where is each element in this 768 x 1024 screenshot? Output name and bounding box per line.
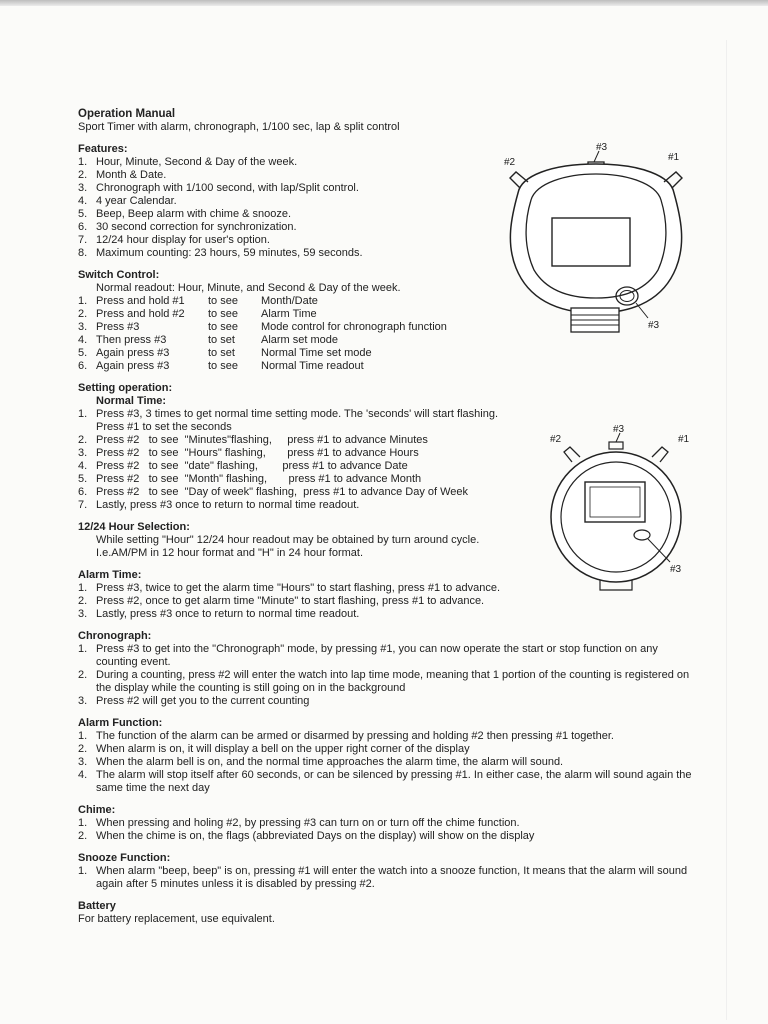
button-1-shape [652,447,668,462]
item-text: The function of the alarm can be armed or disarmed by pressing and holding #2 then pressing #1 together. [96,730,614,742]
item-number: 6. [78,486,88,498]
row-result: Mode control for chronograph function [261,321,447,333]
table-row [78,347,698,360]
features-heading: Features: [78,143,128,155]
label-button-2: #2 [504,157,516,168]
item-text: 12/24 hour display for user's option. [96,234,270,246]
button-3-top-shape [609,442,623,449]
item-number: 1. [78,730,88,742]
row-verb: to see [208,295,238,307]
row-result: Alarm Time [261,308,317,320]
label-button-1: #1 [678,434,690,445]
item-text: Press #3, 3 times to get normal time setting mode. The 'seconds' will start flashing. [96,408,499,420]
item-text: 4 year Calendar. [96,195,177,207]
item-text: 30 second correction for synchronization. [96,221,297,233]
item-number: 3. [78,447,88,459]
item-number: 2. [78,308,88,320]
row-result: Alarm set mode [261,334,339,346]
item-number: 3. [78,756,88,768]
list-item [78,756,698,769]
item-number: 2. [78,434,88,446]
item-number: 4. [78,195,88,207]
pointer-line [636,303,648,318]
snooze-section [78,852,698,891]
item-text: Month & Date. [96,169,167,181]
chronograph-heading: Chronograph: [78,630,152,642]
chime-section [78,804,698,843]
switch-control-heading: Switch Control: [78,269,160,281]
item-number: 7. [78,234,88,246]
battery-text: For battery replacement, use equivalent. [78,913,275,925]
item-number: 2. [78,169,88,181]
item-text: The alarm will stop itself after 60 seconds, or can be silenced by pressing #1. In either case, the alarm will sound again the same time the next day [96,769,692,794]
item-number: 3. [78,695,88,707]
item-number: 2. [78,830,88,842]
item-text: Hour, Minute, Second & Day of the week. [96,156,298,168]
label-button-3-side: #3 [648,320,660,331]
row-result: Month/Date [261,295,318,307]
item-text: Maximum counting: 23 hours, 59 minutes, 59 seconds. [96,247,363,259]
label-button-3-top: #3 [596,142,608,153]
item-text: Press #2 to see "Month" flashing, press #1 to advance Month [96,473,422,485]
list-item [78,669,698,695]
item-text: Chronograph with 1/100 second, with lap/Split control. [96,182,359,194]
row-action: Again press #3 [96,347,170,359]
row-action: Press #3 [96,321,140,333]
list-item [78,608,698,621]
item-number: 1. [78,643,88,655]
normal-time-heading: Normal Time: [96,395,167,407]
item-text: When alarm "beep, beep" is on, pressing #1 will enter the watch into a snooze function, It means that the alarm will sound again after 5 minutes unless it is disabled by pressing #2. [96,865,688,890]
item-number: 1. [78,817,88,829]
table-row [78,360,698,373]
item-number: 5. [78,208,88,220]
list-item [78,817,698,830]
row-result: Normal Time set mode [261,347,372,359]
switch-control-intro: Normal readout: Hour, Minute, and Second & Day of the week. [96,282,401,294]
item-text: Press #2 to see "Hours" flashing, press #1 to advance Hours [96,447,419,459]
row-verb: to see [208,321,238,333]
row-verb: to see [208,308,238,320]
item-text: Press #2 to see "Minutes"flashing, press #1 to advance Minutes [96,434,428,446]
item-number: 3. [78,182,88,194]
label-button-3-top: #3 [613,424,625,435]
battery-section [78,900,698,926]
scan-top-edge [0,0,768,6]
list-item [78,695,698,708]
item-number: 3. [78,608,88,620]
list-item [78,743,698,756]
row-action: Press and hold #2 [96,308,185,320]
hour-selection-heading: 12/24 Hour Selection: [78,521,190,533]
chime-heading: Chime: [78,804,116,816]
item-number: 2. [78,669,88,681]
item-number: 5. [78,473,88,485]
row-action: Again press #3 [96,360,170,372]
item-number: 2. [78,595,88,607]
setting-heading: Setting operation: [78,382,173,394]
item-text: When pressing and holing #2, by pressing #3 can turn on or turn off the chime function. [96,817,520,829]
item-text: Beep, Beep alarm with chime & snooze. [96,208,292,220]
hour-selection-line: I.e.AM/PM in 12 hour format and "H" in 24 hour format. [96,547,364,559]
item-number: 6. [78,360,88,372]
item-text: Lastly, press #3 once to return to normal time readout. [96,608,360,620]
doc-subtitle: Sport Timer with alarm, chronograph, 1/100 sec, lap & split control [78,121,400,133]
item-number: 3. [78,321,88,333]
list-item [78,643,698,669]
stopwatch-diagram-1 [496,138,706,343]
item-number: 5. [78,347,88,359]
snooze-heading: Snooze Function: [78,852,171,864]
row-action: Then press #3 [96,334,167,346]
item-number: 6. [78,221,88,233]
list-item [78,865,698,891]
list-item [78,730,698,743]
item-number: 1. [78,156,88,168]
item-number: 2. [78,743,88,755]
row-verb: to set [208,334,235,346]
item-text: Press #3, twice to get the alarm time "Hours" to start flashing, press #1 to advance. [96,582,500,594]
label-button-2: #2 [550,434,562,445]
item-text: Press #2 will get you to the current counting [96,695,310,707]
chronograph-section [78,630,698,708]
row-result: Normal Time readout [261,360,364,372]
alarm-function-section [78,717,698,795]
item-text: When the chime is on, the flags (abbreviated Days on the display) will show on the display [96,830,535,842]
scan-margin-line [726,40,727,1020]
button-2-shape [564,447,580,462]
list-item [78,830,698,843]
item-text: When the alarm bell is on, and the normal time approaches the alarm time, the alarm will sound. [96,756,564,768]
item-text: Press #3 to get into the "Chronograph" mode, by pressing #1, you can now operate the start or stop function on any counting event. [96,643,658,668]
item-text: When alarm is on, it will display a bell on the upper right corner of the display [96,743,470,755]
label-button-1: #1 [668,152,680,163]
item-number: 1. [78,408,88,420]
row-verb: to set [208,347,235,359]
item-text: During a counting, press #2 will enter the watch into lap time mode, meaning that 1 portion of the counting is registered on the display while the counting is still going on in the background [96,669,690,694]
battery-heading: Battery [78,900,116,912]
item-number: 7. [78,499,88,511]
item-number: 8. [78,247,88,259]
row-action: Press and hold #1 [96,295,185,307]
doc-title: Operation Manual [78,108,176,120]
item-number: 4. [78,334,88,346]
case-outline [510,164,681,313]
item-text: Lastly, press #3 once to return to normal time readout. [96,499,360,511]
item-text-continued: Press #1 to set the seconds [96,421,232,433]
stopwatch-diagram-2 [520,422,700,602]
alarm-function-heading: Alarm Function: [78,717,163,729]
item-number: 1. [78,295,88,307]
item-number: 1. [78,865,88,877]
label-button-3-side: #3 [670,564,682,575]
list-item [78,769,698,795]
hour-selection-line: While setting "Hour" 12/24 hour readout may be obtained by turn around cycle. [96,534,480,546]
row-verb: to see [208,360,238,372]
alarm-time-heading: Alarm Time: [78,569,142,581]
item-text: Press #2 to see "Day of week" flashing, press #1 to advance Day of Week [96,486,469,498]
item-number: 4. [78,460,88,472]
item-text: Press #2 to see "date" flashing, press #1 to advance Date [96,460,408,472]
item-number: 4. [78,769,88,781]
item-text: Press #2, once to get alarm time "Minute" to start flashing, press #1 to advance. [96,595,485,607]
item-number: 1. [78,582,88,594]
